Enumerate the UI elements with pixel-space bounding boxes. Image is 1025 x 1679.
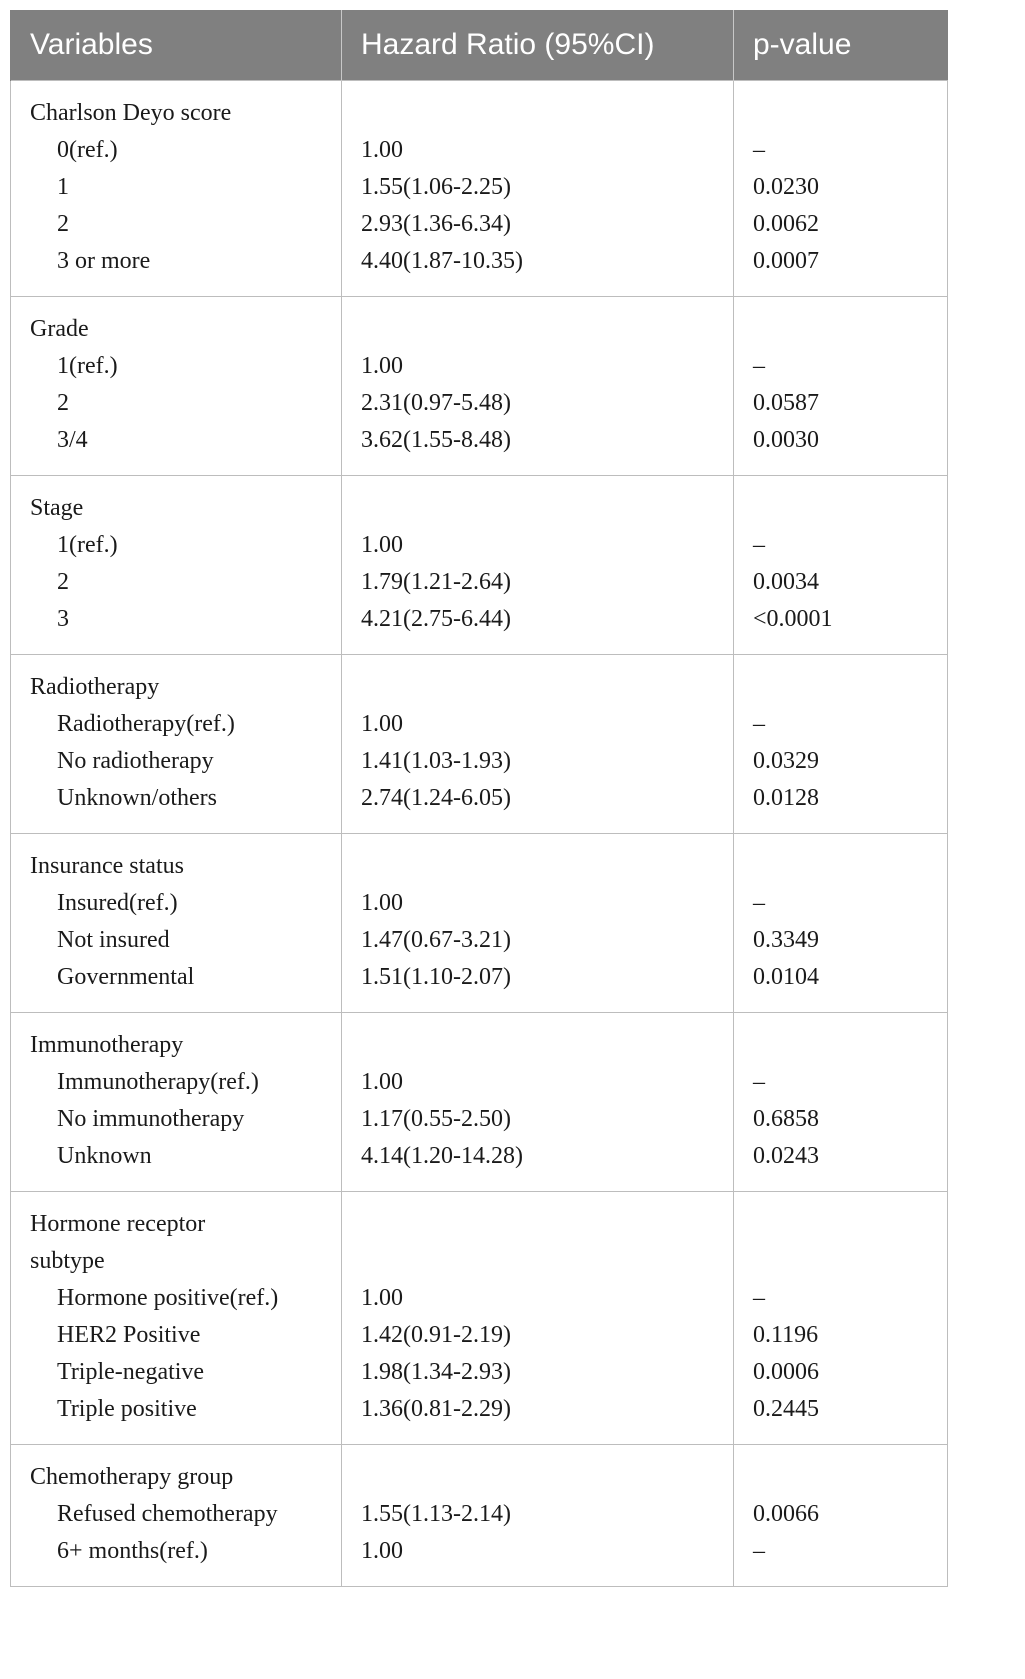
variable-label: 1(ref.) bbox=[57, 531, 118, 558]
p-value: – bbox=[753, 1537, 765, 1564]
table-header bbox=[11, 10, 948, 80]
p-value-cell bbox=[734, 475, 948, 654]
p-value: 0.0030 bbox=[753, 426, 819, 453]
variable-label: 1(ref.) bbox=[57, 352, 118, 379]
variable-label: Governmental bbox=[57, 963, 195, 990]
variable-label: 0(ref.) bbox=[57, 136, 118, 163]
p-value: 0.0128 bbox=[753, 784, 819, 811]
hazard-ratio-value: 1.55(1.06-2.25) bbox=[361, 173, 511, 200]
variable-label: 2 bbox=[57, 568, 69, 595]
hazard-ratio-value: 2.93(1.36-6.34) bbox=[361, 210, 511, 237]
variable-label: 2 bbox=[57, 210, 69, 237]
p-value-cell bbox=[734, 654, 948, 833]
hazard-ratio-value: 1.00 bbox=[361, 352, 403, 379]
variables-cell bbox=[11, 1191, 342, 1444]
hazard-ratio-cell bbox=[342, 833, 734, 1012]
p-value: – bbox=[753, 710, 765, 737]
p-value: 0.0062 bbox=[753, 210, 819, 237]
p-value: 0.3349 bbox=[753, 926, 819, 953]
variables-cell bbox=[11, 296, 342, 475]
p-value: – bbox=[753, 352, 765, 379]
hazard-ratio-value: 1.00 bbox=[361, 1537, 403, 1564]
variable-label: Triple positive bbox=[57, 1395, 197, 1422]
variable-label: Refused chemotherapy bbox=[57, 1500, 278, 1527]
hazard-ratio-value: 1.00 bbox=[361, 136, 403, 163]
table-row bbox=[11, 654, 948, 833]
p-value: 0.0243 bbox=[753, 1142, 819, 1169]
hazard-ratio-cell bbox=[342, 654, 734, 833]
hazard-ratio-value: 2.74(1.24-6.05) bbox=[361, 784, 511, 811]
p-value-cell bbox=[734, 296, 948, 475]
hazard-ratio-value: 2.31(0.97-5.48) bbox=[361, 389, 511, 416]
variable-label: 2 bbox=[57, 389, 69, 416]
table-row bbox=[11, 80, 948, 296]
variable-label: Immunotherapy(ref.) bbox=[57, 1068, 259, 1095]
hazard-ratio-cell bbox=[342, 1444, 734, 1586]
hazard-ratio-table bbox=[10, 10, 948, 1587]
hazard-ratio-value: 1.79(1.21-2.64) bbox=[361, 568, 511, 595]
group-title: Immunotherapy bbox=[30, 1031, 184, 1058]
variables-cell bbox=[11, 80, 342, 296]
group-title-line: Hormone receptor bbox=[30, 1210, 206, 1237]
group-title-line: subtype bbox=[30, 1247, 105, 1274]
results-table-container bbox=[10, 10, 947, 1587]
hazard-ratio-value: 1.00 bbox=[361, 710, 403, 737]
hazard-ratio-value: 1.98(1.34-2.93) bbox=[361, 1358, 511, 1385]
p-value-cell bbox=[734, 80, 948, 296]
hazard-ratio-value: 1.36(0.81-2.29) bbox=[361, 1395, 511, 1422]
hazard-ratio-cell bbox=[342, 475, 734, 654]
variables-cell bbox=[11, 1012, 342, 1191]
hazard-ratio-cell bbox=[342, 80, 734, 296]
p-value-cell bbox=[734, 1012, 948, 1191]
variable-label: Radiotherapy(ref.) bbox=[57, 710, 235, 737]
p-value: 0.0587 bbox=[753, 389, 819, 416]
hazard-ratio-value: 1.00 bbox=[361, 1068, 403, 1095]
variable-label: Unknown/others bbox=[57, 784, 217, 811]
hazard-ratio-value: 1.55(1.13-2.14) bbox=[361, 1500, 511, 1527]
p-value-cell bbox=[734, 1191, 948, 1444]
group-title: Insurance status bbox=[30, 852, 184, 879]
variable-label: HER2 Positive bbox=[57, 1321, 201, 1348]
p-value: – bbox=[753, 1284, 765, 1311]
variable-label: No radiotherapy bbox=[57, 747, 214, 774]
hazard-ratio-value: 1.00 bbox=[361, 889, 403, 916]
group-title: Stage bbox=[30, 494, 84, 521]
hazard-ratio-value: 4.21(2.75-6.44) bbox=[361, 605, 511, 632]
hazard-ratio-value: 3.62(1.55-8.48) bbox=[361, 426, 511, 453]
header-p-value: p-value bbox=[734, 10, 948, 80]
p-value-cell bbox=[734, 833, 948, 1012]
table-row bbox=[11, 475, 948, 654]
p-value: 0.0007 bbox=[753, 247, 819, 274]
variables-cell bbox=[11, 833, 342, 1012]
p-value: – bbox=[753, 889, 765, 916]
p-value: 0.0329 bbox=[753, 747, 819, 774]
variable-label: 3/4 bbox=[57, 426, 88, 453]
hazard-ratio-value: 1.17(0.55-2.50) bbox=[361, 1105, 511, 1132]
variables-cell bbox=[11, 475, 342, 654]
table-row bbox=[11, 1444, 948, 1586]
table-body bbox=[11, 80, 948, 1586]
variable-label: 3 or more bbox=[57, 247, 151, 274]
p-value: 0.0006 bbox=[753, 1358, 819, 1385]
header-row bbox=[11, 10, 948, 80]
header-hazard-ratio: Hazard Ratio (95%CI) bbox=[342, 10, 734, 80]
p-value: – bbox=[753, 531, 765, 558]
hazard-ratio-value: 1.00 bbox=[361, 1284, 403, 1311]
variables-cell bbox=[11, 654, 342, 833]
group-title: Chemotherapy group bbox=[30, 1463, 234, 1490]
variable-label: Not insured bbox=[57, 926, 170, 953]
hazard-ratio-cell bbox=[342, 296, 734, 475]
variable-label: 1 bbox=[57, 173, 69, 200]
group-title: Grade bbox=[30, 315, 89, 342]
p-value: 0.0066 bbox=[753, 1500, 819, 1527]
variable-label: 6+ months(ref.) bbox=[57, 1537, 208, 1564]
group-title: Radiotherapy bbox=[30, 673, 160, 700]
variable-label: Hormone positive(ref.) bbox=[57, 1284, 279, 1311]
header-variables: Variables bbox=[11, 10, 342, 80]
hazard-ratio-value: 1.00 bbox=[361, 531, 403, 558]
p-value: 0.0104 bbox=[753, 963, 819, 990]
p-value: 0.2445 bbox=[753, 1395, 819, 1422]
p-value: 0.0230 bbox=[753, 173, 819, 200]
hazard-ratio-value: 1.51(1.10-2.07) bbox=[361, 963, 511, 990]
hazard-ratio-value: 4.40(1.87-10.35) bbox=[361, 247, 523, 274]
hazard-ratio-value: 1.42(0.91-2.19) bbox=[361, 1321, 511, 1348]
table-row bbox=[11, 1012, 948, 1191]
hazard-ratio-value: 1.41(1.03-1.93) bbox=[361, 747, 511, 774]
hazard-ratio-value: 1.47(0.67-3.21) bbox=[361, 926, 511, 953]
hazard-ratio-cell bbox=[342, 1012, 734, 1191]
p-value: 0.1196 bbox=[753, 1321, 819, 1348]
table-row bbox=[11, 1191, 948, 1444]
table-row bbox=[11, 833, 948, 1012]
hazard-ratio-value: 4.14(1.20-14.28) bbox=[361, 1142, 523, 1169]
p-value: 0.0034 bbox=[753, 568, 819, 595]
group-title: Charlson Deyo score bbox=[30, 99, 232, 126]
table-row bbox=[11, 296, 948, 475]
variable-label: Triple-negative bbox=[57, 1358, 205, 1385]
p-value: – bbox=[753, 136, 765, 163]
p-value: – bbox=[753, 1068, 765, 1095]
p-value-cell bbox=[734, 1444, 948, 1586]
variables-cell bbox=[11, 1444, 342, 1586]
variable-label: Insured(ref.) bbox=[57, 889, 178, 916]
variable-label: No immunotherapy bbox=[57, 1105, 245, 1132]
variable-label: Unknown bbox=[57, 1142, 152, 1169]
p-value: 0.6858 bbox=[753, 1105, 819, 1132]
p-value: <0.0001 bbox=[753, 605, 833, 632]
hazard-ratio-cell bbox=[342, 1191, 734, 1444]
variable-label: 3 bbox=[57, 605, 69, 632]
